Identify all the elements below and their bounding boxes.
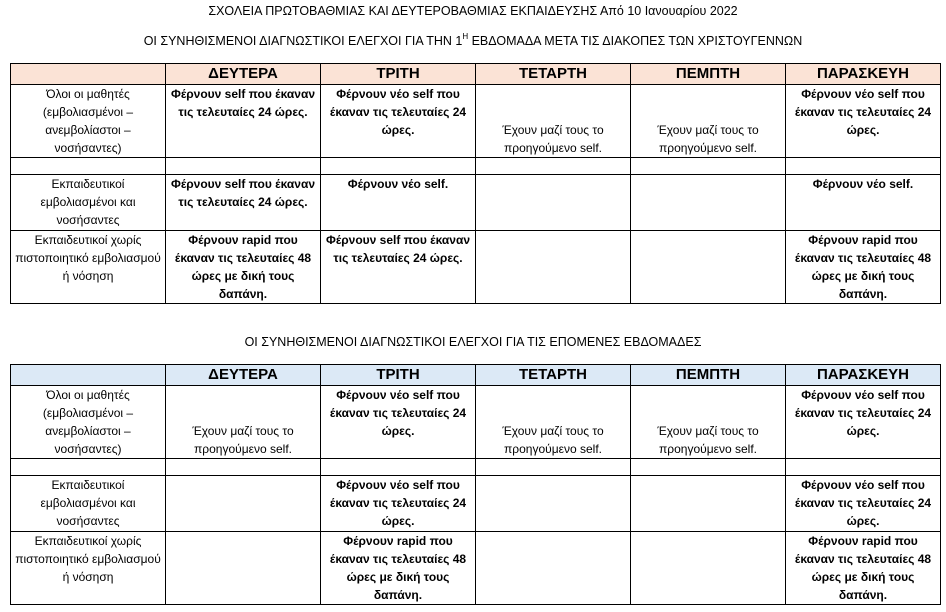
cell-mon: [166, 532, 321, 605]
cell-fri: Φέρνουν νέο self που έκαναν τις τελευταίες 24 ώρες.: [786, 476, 941, 532]
header-blank: [11, 64, 166, 85]
table-spacer-row: [11, 459, 941, 476]
category-teachers-no-cert: Εκπαιδευτικοί χωρίς πιστοποιητικό εμβολιασμού ή νόσηση: [11, 231, 166, 304]
header-blank: [11, 365, 166, 386]
cell-mon: [166, 476, 321, 532]
cell-thu: [631, 476, 786, 532]
cell-wed: Έχουν μαζί τους το προηγούμενο self.: [476, 386, 631, 459]
header-monday: ΔΕΥΤΕΡΑ: [166, 64, 321, 85]
cell-mon: Φέρνουν rapid που έκαναν τις τελευταίες 48 ώρες με δική τους δαπάνη.: [166, 231, 321, 304]
table-row: [11, 386, 941, 459]
cell-thu: [631, 231, 786, 304]
cell-wed: Έχουν μαζί τους το προηγούμενο self.: [476, 85, 631, 158]
table-header-row: [11, 64, 941, 85]
table-row: [11, 175, 941, 231]
next-weeks-title: ΟΙ ΣΥΝΗΘΙΣΜΕΝΟΙ ΔΙΑΓΝΩΣΤΙΚΟΙ ΕΛΕΓΧΟΙ ΓΙΑ ΤΙΣ ΕΠΟΜΕΝΕΣ ΕΒΔΟΜΑΔΕΣ: [244, 335, 702, 349]
header-thursday: ΠΕΜΠΤΗ: [631, 365, 786, 386]
cell-fri: Φέρνουν νέο self.: [786, 175, 941, 231]
table-row: [11, 476, 941, 532]
table-row: [11, 231, 941, 304]
header-wednesday: ΤΕΤΑΡΤΗ: [476, 365, 631, 386]
cell-wed: [476, 231, 631, 304]
week1-title: ΟΙ ΣΥΝΗΘΙΣΜΕΝΟΙ ΔΙΑΓΝΩΣΤΙΚΟΙ ΕΛΕΓΧΟΙ ΓΙΑ ΤΗΝ $1^H$ ΕΒΔΟΜΑΔΑ ΜΕΤΑ ΤΙΣ ΔΙΑΚΟΠΕΣ ΤΩΝ ΧΡΙΣΤΟΥΓΕΝΝΩΝ: [143, 32, 803, 48]
table-spacer-row: [11, 158, 941, 175]
table-row: [11, 85, 941, 158]
header-wednesday: ΤΕΤΑΡΤΗ: [476, 64, 631, 85]
cell-mon: Έχουν μαζί τους το προηγούμενο self.: [166, 386, 321, 459]
header-friday: ΠΑΡΑΣΚΕΥΗ: [786, 64, 941, 85]
category-teachers-vaccinated: Εκπαιδευτικοί εμβολιασμένοι και νοσήσαντες: [11, 476, 166, 532]
week1-schedule-table: [10, 63, 941, 304]
document-title: ΣΧΟΛΕΙΑ ΠΡΩΤΟΒΑΘΜΙΑΣ ΚΑΙ ΔΕΥΤΕΡΟΒΑΘΜΙΑΣ ΕΚΠΑΙΔΕΥΣΗΣ Από 10 Ιανουαρίου 2022: [208, 4, 738, 18]
next-weeks-schedule-table: [10, 364, 941, 605]
cell-fri: Φέρνουν rapid που έκαναν τις τελευταίες 48 ώρες με δική τους δαπάνη.: [786, 231, 941, 304]
cell-fri: Φέρνουν νέο self που έκαναν τις τελευταίες 24 ώρες.: [786, 85, 941, 158]
cell-thu: [631, 532, 786, 605]
category-teachers-vaccinated: Εκπαιδευτικοί εμβολιασμένοι και νοσήσαντες: [11, 175, 166, 231]
cell-thu: [631, 175, 786, 231]
cell-tue: Φέρνουν νέο self που έκαναν τις τελευταίες 24 ώρες.: [321, 85, 476, 158]
cell-tue: Φέρνουν νέο self.: [321, 175, 476, 231]
cell-mon: Φέρνουν self που έκαναν τις τελευταίες 24 ώρες.: [166, 85, 321, 158]
cell-fri: Φέρνουν νέο self που έκαναν τις τελευταίες 24 ώρες.: [786, 386, 941, 459]
header-friday: ΠΑΡΑΣΚΕΥΗ: [786, 365, 941, 386]
cell-wed: [476, 476, 631, 532]
cell-tue: Φέρνουν self που έκαναν τις τελευταίες 24 ώρες.: [321, 231, 476, 304]
cell-wed: [476, 175, 631, 231]
header-monday: ΔΕΥΤΕΡΑ: [166, 365, 321, 386]
cell-wed: [476, 532, 631, 605]
category-all-students: Όλοι οι μαθητές (εμβολιασμένοι – ανεμβολίαστοι – νοσήσαντες): [11, 85, 166, 158]
cell-fri: Φέρνουν rapid που έκαναν τις τελευταίες 48 ώρες με δική τους δαπάνη.: [786, 532, 941, 605]
table-header-row: [11, 365, 941, 386]
cell-tue: Φέρνουν rapid που έκαναν τις τελευταίες 48 ώρες με δική τους δαπάνη.: [321, 532, 476, 605]
cell-tue: Φέρνουν νέο self που έκαναν τις τελευταίες 24 ώρες.: [321, 476, 476, 532]
cell-thu: Έχουν μαζί τους το προηγούμενο self.: [631, 386, 786, 459]
table-row: [11, 532, 941, 605]
header-tuesday: ΤΡΙΤΗ: [321, 64, 476, 85]
cell-mon: Φέρνουν self που έκαναν τις τελευταίες 24 ώρες.: [166, 175, 321, 231]
category-teachers-no-cert: Εκπαιδευτικοί χωρίς πιστοποιητικό εμβολιασμού ή νόσηση: [11, 532, 166, 605]
cell-thu: Έχουν μαζί τους το προηγούμενο self.: [631, 85, 786, 158]
header-thursday: ΠΕΜΠΤΗ: [631, 64, 786, 85]
header-tuesday: ΤΡΙΤΗ: [321, 365, 476, 386]
category-all-students: Όλοι οι μαθητές (εμβολιασμένοι – ανεμβολίαστοι – νοσήσαντες): [11, 386, 166, 459]
cell-tue: Φέρνουν νέο self που έκαναν τις τελευταίες 24 ώρες.: [321, 386, 476, 459]
